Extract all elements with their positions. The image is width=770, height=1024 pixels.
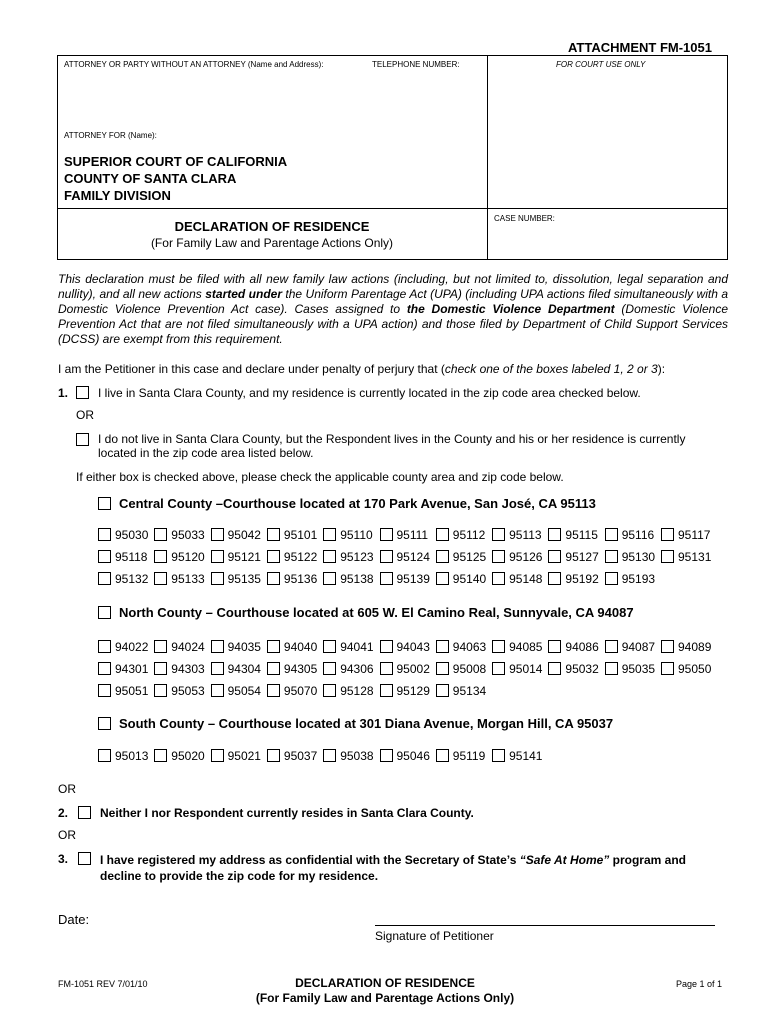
zip-option[interactable] [154,550,204,564]
zip-label: 94035 [227,640,261,654]
zip-label: 95110 [340,528,373,542]
court-line-3: FAMILY DIVISION [64,188,171,203]
zip-label: 95008 [452,662,487,676]
zip-checkbox[interactable] [323,572,336,585]
zip-option[interactable] [492,662,542,676]
zip-checkbox[interactable] [605,528,618,541]
zip-option[interactable] [154,528,204,542]
zip-label: 95125 [452,550,487,564]
zip-checkbox[interactable] [211,662,224,675]
zip-label: 95131 [678,550,712,564]
intro-paragraph [58,272,728,347]
court-use-label: FOR COURT USE ONLY [556,60,646,69]
item2-text: Neither I nor Respondent currently resides in Santa Clara County. [100,806,474,820]
footer-page: Page 1 of 1 [676,979,723,989]
zip-label: 95133 [171,572,205,586]
zip-checkbox[interactable] [605,662,618,675]
zip-option[interactable] [211,749,261,763]
footer-title: DECLARATION OF RESIDENCE [295,976,475,990]
caption-bottom-border [57,259,728,260]
zip-checkbox[interactable] [211,528,224,541]
zip-label: 95033 [171,528,205,542]
zip-label: 94301 [115,662,149,676]
caption-top-border [57,55,727,56]
zip-label: 95140 [452,572,487,586]
zip-checkbox[interactable] [492,528,505,541]
zip-option[interactable] [267,662,317,676]
zip-option[interactable] [98,572,148,586]
item3-checkbox[interactable] [78,850,91,868]
zip-label: 95124 [396,550,430,564]
zip-label: 94040 [283,640,318,654]
zip-checkbox[interactable] [154,528,167,541]
zip-option[interactable] [380,550,430,564]
zip-checkbox[interactable] [211,572,224,585]
zip-checkbox[interactable] [380,684,393,697]
zip-label: 95070 [283,684,318,698]
zip-checkbox[interactable] [492,662,505,675]
zip-checkbox[interactable] [380,550,393,563]
zip-option[interactable] [211,640,261,654]
item2-number: 2. [58,806,69,820]
zip-checkbox[interactable] [98,749,111,762]
zip-checkbox[interactable] [323,640,336,653]
zip-option[interactable] [380,640,430,654]
zip-checkbox[interactable] [211,684,224,697]
zip-checkbox[interactable] [548,550,561,563]
zip-checkbox[interactable] [154,662,167,675]
central-checkbox[interactable] [98,497,111,510]
zip-checkbox[interactable] [267,640,280,653]
zip-label: 94022 [115,640,149,654]
zip-checkbox[interactable] [661,640,674,653]
attorney-label: ATTORNEY OR PARTY WITHOUT AN ATTORNEY (Name and Address): [64,60,324,69]
zip-option[interactable] [98,640,148,654]
zip-checkbox[interactable] [492,572,505,585]
zip-checkbox[interactable] [661,662,674,675]
zip-checkbox[interactable] [436,528,449,541]
zip-checkbox[interactable] [605,550,618,563]
caption-right-border [727,55,728,260]
zip-option[interactable] [211,572,261,586]
zip-option[interactable] [154,684,204,698]
or-label-2: OR [58,782,76,796]
zip-label: 95135 [227,572,261,586]
zip-option[interactable] [380,749,430,763]
zip-checkbox[interactable] [436,662,449,675]
zip-option[interactable] [98,662,148,676]
zip-option[interactable] [492,550,542,564]
zip-label: 95148 [509,572,543,586]
statement-text-b: ): [657,362,666,376]
zip-label: 95132 [115,572,149,586]
zip-checkbox[interactable] [548,662,561,675]
doc-subtitle: (For Family Law and Parentage Actions Only) [150,236,394,250]
north-title: North County – Courthouse located at 605 W. El Camino Real, Sunnyvale, CA 94087 [119,605,634,620]
intro-text-3: (Domestic Violence Prevention Act that are not filed simultaneously with a UPA action) and those filed by Department of Child Support Services (DCSS) are exempt from this requirement. [58,302,728,346]
statement-italic: check one of the boxes labeled 1, 2 or 3 [444,362,658,376]
zip-option[interactable] [548,528,597,542]
zip-option[interactable] [98,550,147,564]
south-checkbox[interactable] [98,717,111,730]
intro-bold-1: started under [205,287,282,301]
zip-checkbox[interactable] [98,572,111,585]
date-label: Date: [58,912,90,927]
zip-label: 95123 [340,550,374,564]
zip-option[interactable] [98,684,148,698]
zip-checkbox[interactable] [436,749,449,762]
zip-label: 95119 [452,749,486,763]
zip-label: 94306 [340,662,374,676]
zip-option[interactable] [154,662,204,676]
item3-italic: “Safe At Home” [519,853,610,867]
if-either-text: If either box is checked above, please check the applicable county area and zip code below. [76,470,564,484]
item3-text-a: I have registered my address as confidential with the Secretary of State’s [100,853,520,867]
zip-checkbox[interactable] [605,640,618,653]
intro-text-2: the Uniform Parentage Act (UPA) (including UPA actions filed simultaneously with a Domestic Violence Prevention Act case). Cases assigned to [58,287,728,316]
zip-label: 95113 [509,528,542,542]
zip-option[interactable] [436,749,485,763]
zip-label: 94087 [621,640,656,654]
zip-checkbox[interactable] [267,684,280,697]
zip-checkbox[interactable] [492,550,505,563]
zip-checkbox[interactable] [548,528,561,541]
zip-label: 95118 [115,550,148,564]
zip-checkbox[interactable] [492,749,505,762]
footer-form-id: FM-1051 REV 7/01/10 [58,979,148,989]
zip-checkbox[interactable] [323,662,336,675]
or-label-1: OR [76,408,94,422]
zip-label: 95126 [509,550,543,564]
attorney-for-label: ATTORNEY FOR (Name): [64,131,157,140]
zip-label: 95134 [452,684,487,698]
zip-label: 95192 [565,572,599,586]
or-label-3: OR [58,828,76,842]
zip-option[interactable] [548,662,598,676]
zip-label: 95035 [621,662,656,676]
zip-checkbox[interactable] [605,572,618,585]
zip-option[interactable] [267,550,317,564]
item3-text [100,852,686,884]
zip-checkbox[interactable] [436,684,449,697]
zip-checkbox[interactable] [267,749,280,762]
zip-checkbox[interactable] [492,640,505,653]
zip-option[interactable] [211,550,261,564]
zip-option[interactable] [492,640,542,654]
zip-option[interactable] [98,528,148,542]
statement [58,362,665,376]
zip-option[interactable] [548,572,598,586]
intro-bold-2: the Domestic Violence Department [406,302,615,316]
zip-label: 95020 [171,749,205,763]
zip-checkbox[interactable] [436,572,449,585]
zip-checkbox[interactable] [154,550,167,563]
zip-checkbox[interactable] [661,528,674,541]
zip-checkbox[interactable] [267,572,280,585]
zip-checkbox[interactable] [380,662,393,675]
zip-checkbox[interactable] [211,749,224,762]
zip-option[interactable] [154,749,204,763]
zip-option[interactable] [323,749,373,763]
zip-option[interactable] [211,528,261,542]
zip-checkbox[interactable] [380,640,393,653]
zip-option[interactable] [211,684,261,698]
zip-checkbox[interactable] [98,662,111,675]
zip-label: 95054 [227,684,261,698]
zip-option[interactable] [323,550,373,564]
zip-option[interactable] [548,550,598,564]
caption-mid-border [57,208,728,209]
zip-option[interactable] [492,572,542,586]
court-line-2: COUNTY OF SANTA CLARA [64,171,237,186]
zip-label: 94063 [452,640,487,654]
zip-option[interactable] [380,662,430,676]
doc-title: DECLARATION OF RESIDENCE [174,219,370,234]
zip-label: 95120 [171,550,205,564]
zip-checkbox[interactable] [661,550,674,563]
zip-label: 95122 [283,550,318,564]
zip-option[interactable] [323,528,372,542]
zip-checkbox[interactable] [380,572,393,585]
zip-label: 95141 [509,749,543,763]
telephone-label: TELEPHONE NUMBER: [372,60,460,69]
zip-checkbox[interactable] [436,640,449,653]
statement-text-a: I am the Petitioner in this case and declare under penalty of perjury that ( [58,362,445,376]
item1b-line-2: located in the zip code area listed below. [98,446,314,460]
south-title: South County – Courthouse located at 301 Diana Avenue, Morgan Hill, CA 95037 [119,716,614,731]
footer-subtitle: (For Family Law and Parentage Actions Only) [255,991,515,1005]
zip-label: 95139 [396,572,430,586]
zip-option[interactable] [605,550,655,564]
zip-option[interactable] [267,640,317,654]
zip-option[interactable] [267,684,317,698]
zip-option[interactable] [267,749,317,763]
zip-label: 95021 [227,749,261,763]
zip-label: 94024 [171,640,205,654]
zip-label: 95046 [396,749,430,763]
item1b-line-1: I do not live in Santa Clara County, but the Respondent lives in the County and his or her residence is currently [98,432,686,446]
zip-option[interactable] [492,749,542,763]
zip-option[interactable] [436,572,486,586]
zip-option[interactable] [605,662,655,676]
zip-checkbox[interactable] [211,550,224,563]
item1-checkbox[interactable] [76,384,89,402]
item1b-text [98,432,685,460]
zip-option[interactable] [605,640,655,654]
zip-label: 95002 [396,662,430,676]
zip-option[interactable] [492,528,541,542]
zip-checkbox[interactable] [380,749,393,762]
zip-option[interactable] [380,528,429,542]
zip-label: 95130 [621,550,656,564]
zip-label: 95032 [565,662,599,676]
zip-label: 95128 [340,684,374,698]
zip-checkbox[interactable] [267,550,280,563]
caption-divider [487,55,488,260]
zip-option[interactable] [154,572,204,586]
zip-checkbox[interactable] [267,528,280,541]
zip-option[interactable] [436,684,486,698]
zip-label: 94303 [171,662,205,676]
zip-label: 94085 [509,640,543,654]
zip-checkbox[interactable] [154,572,167,585]
zip-option[interactable] [323,640,373,654]
signature-line[interactable] [375,925,715,926]
zip-checkbox[interactable] [98,550,111,563]
zip-label: 95030 [115,528,149,542]
zip-label: 95138 [340,572,374,586]
item3-number: 3. [58,852,69,866]
zip-option[interactable] [323,572,373,586]
item3-text-b: program and [609,853,686,867]
zip-checkbox[interactable] [211,640,224,653]
zip-checkbox[interactable] [98,528,111,541]
zip-option[interactable] [323,662,373,676]
zip-label: 95037 [283,749,318,763]
central-title: Central County –Courthouse located at 170 Park Avenue, San José, CA 95113 [119,496,596,511]
zip-option[interactable] [267,528,317,542]
zip-checkbox[interactable] [380,528,393,541]
zip-label: 94304 [227,662,261,676]
zip-checkbox[interactable] [154,684,167,697]
item2-checkbox[interactable] [78,804,91,822]
zip-checkbox[interactable] [154,640,167,653]
item1-text: I live in Santa Clara County, and my residence is currently located in the zip code area checked below. [98,386,641,400]
zip-label: 94041 [340,640,374,654]
zip-checkbox[interactable] [267,662,280,675]
zip-checkbox[interactable] [323,528,336,541]
court-line-1: SUPERIOR COURT OF CALIFORNIA [64,154,288,169]
zip-label: 95193 [621,572,656,586]
zip-option[interactable] [211,662,261,676]
case-number-label: CASE NUMBER: [494,214,555,223]
zip-label: 95042 [227,528,261,542]
zip-label: 95117 [678,528,711,542]
zip-option[interactable] [548,640,598,654]
attachment-title: ATTACHMENT FM-1051 [568,40,712,55]
zip-label: 95038 [340,749,374,763]
zip-checkbox[interactable] [323,749,336,762]
zip-label: 95101 [283,528,318,542]
zip-label: 95116 [621,528,655,542]
zip-label: 95115 [565,528,598,542]
zip-label: 94305 [283,662,318,676]
item1-number: 1. [58,386,69,400]
zip-checkbox[interactable] [436,550,449,563]
item3-line-2: decline to provide the zip code for my residence. [100,869,379,883]
intro-text-1: This declaration must be filed with all new family law actions (including, but not limited to, dissolution, legal separation and nullity), and all new actions [58,272,728,301]
zip-label: 95053 [171,684,205,698]
zip-label: 94089 [678,640,712,654]
zip-option[interactable] [605,572,655,586]
zip-option[interactable] [98,749,148,763]
zip-option[interactable] [661,640,711,654]
zip-checkbox[interactable] [548,640,561,653]
zip-label: 95121 [227,550,261,564]
zip-option[interactable] [380,572,430,586]
zip-option[interactable] [436,528,485,542]
north-region [98,605,634,620]
zip-option[interactable] [154,640,204,654]
zip-label: 94043 [396,640,430,654]
court-name [64,153,287,204]
zip-label: 94086 [565,640,599,654]
zip-option[interactable] [661,662,711,676]
zip-checkbox[interactable] [548,572,561,585]
zip-label: 95112 [452,528,486,542]
zip-checkbox[interactable] [98,684,111,697]
north-checkbox[interactable] [98,606,111,619]
zip-label: 95050 [678,662,712,676]
zip-label: 95014 [509,662,543,676]
zip-option[interactable] [436,640,486,654]
zip-option[interactable] [436,550,486,564]
zip-option[interactable] [605,528,654,542]
central-region [98,496,596,511]
zip-checkbox[interactable] [154,749,167,762]
zip-label: 95136 [283,572,318,586]
zip-label: 95013 [115,749,149,763]
zip-checkbox[interactable] [323,550,336,563]
south-region [98,716,613,731]
zip-option[interactable] [436,662,486,676]
zip-option[interactable] [267,572,317,586]
zip-label: 95051 [115,684,149,698]
zip-option[interactable] [661,528,710,542]
zip-option[interactable] [380,684,430,698]
zip-option[interactable] [323,684,373,698]
signature-label: Signature of Petitioner [375,929,494,943]
zip-label: 95129 [396,684,430,698]
zip-label: 95111 [396,528,429,542]
item1b-checkbox[interactable] [76,431,89,449]
zip-option[interactable] [661,550,711,564]
zip-checkbox[interactable] [98,640,111,653]
zip-checkbox[interactable] [323,684,336,697]
zip-label: 95127 [565,550,599,564]
